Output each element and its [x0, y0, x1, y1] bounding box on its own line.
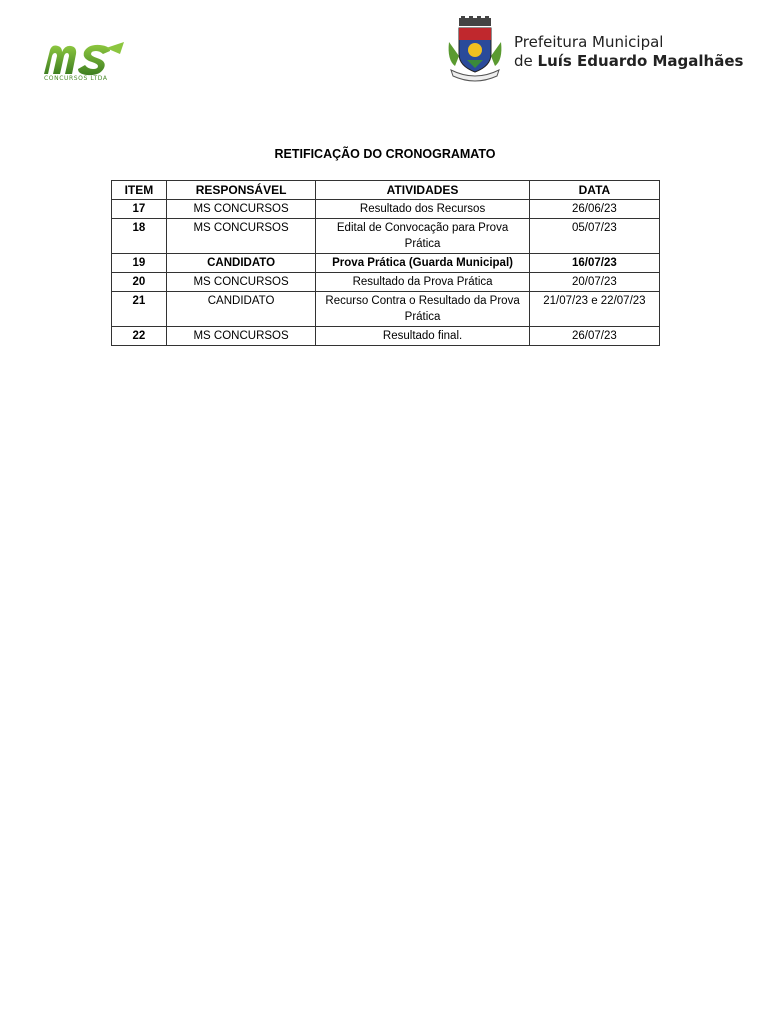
table-row — [112, 219, 660, 254]
cell-atividades: Resultado final. — [316, 327, 530, 346]
cell-item: 18 — [112, 219, 167, 254]
cell-responsavel: MS CONCURSOS — [166, 200, 315, 219]
table-row — [112, 327, 660, 346]
table-row — [112, 273, 660, 292]
header-atividades: ATIVIDADES — [316, 181, 530, 200]
table-row — [112, 200, 660, 219]
schedule-table — [111, 180, 660, 346]
table-row — [112, 254, 660, 273]
cell-item: 17 — [112, 200, 167, 219]
cell-item: 20 — [112, 273, 167, 292]
cell-responsavel: MS CONCURSOS — [166, 273, 315, 292]
cell-item: 21 — [112, 292, 167, 327]
cell-data: 16/07/23 — [529, 254, 659, 273]
cell-responsavel: CANDIDATO — [166, 292, 315, 327]
cell-data: 21/07/23 e 22/07/23 — [529, 292, 659, 327]
municipal-coat-of-arms-icon — [445, 16, 505, 82]
prefeitura-name — [514, 33, 743, 71]
cell-atividades: Prova Prática (Guarda Municipal) — [316, 254, 530, 273]
header-responsavel: RESPONSÁVEL — [166, 181, 315, 200]
cell-item: 19 — [112, 254, 167, 273]
cell-atividades: Edital de Convocação para Prova Prática — [316, 219, 530, 254]
prefeitura-line1: Prefeitura Municipal — [514, 33, 664, 51]
document-title: RETIFICAÇÃO DO CRONOGRAMATO — [274, 147, 496, 161]
prefeitura-line2-prefix: de — [514, 52, 538, 70]
cell-responsavel: MS CONCURSOS — [166, 327, 315, 346]
table-header-row — [112, 181, 660, 200]
header-item: ITEM — [112, 181, 167, 200]
cell-atividades: Recurso Contra o Resultado da Prova Prática — [316, 292, 530, 327]
cell-responsavel: CANDIDATO — [166, 254, 315, 273]
cell-data: 26/07/23 — [529, 327, 659, 346]
cell-data: 05/07/23 — [529, 219, 659, 254]
cell-atividades: Resultado da Prova Prática — [316, 273, 530, 292]
cell-data: 20/07/23 — [529, 273, 659, 292]
table-row — [112, 292, 660, 327]
header-data: DATA — [529, 181, 659, 200]
cell-responsavel: MS CONCURSOS — [166, 219, 315, 254]
cell-atividades: Resultado dos Recursos — [316, 200, 530, 219]
prefeitura-line2 — [514, 52, 743, 71]
ms-logo-subtitle: CONCURSOS LTDA — [44, 75, 108, 82]
cell-item: 22 — [112, 327, 167, 346]
prefeitura-city-name: Luís Eduardo Magalhães — [537, 52, 744, 70]
page-header — [0, 0, 770, 110]
cell-data: 26/06/23 — [529, 200, 659, 219]
